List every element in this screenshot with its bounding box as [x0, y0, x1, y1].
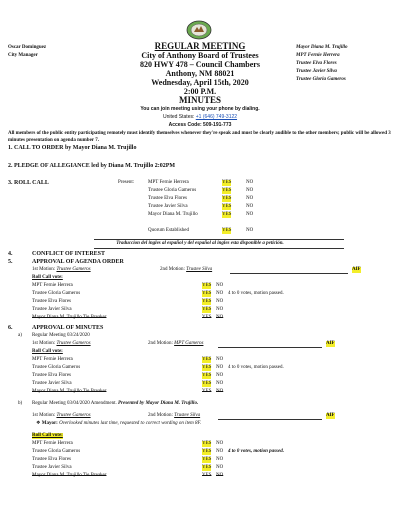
public-notice: All members of the public entity participating remotely must identify themselves whenever they're speak and must be clearly audible to the other members; public will be allowed 3 minutes presentation on agenda number 7. — [8, 131, 391, 143]
quorum-yes: YES — [222, 228, 232, 233]
second-motion — [160, 267, 212, 273]
vote-name: Trustee Javier Silva — [32, 307, 72, 312]
motion-underline — [230, 273, 348, 274]
vote-no-struck: NO — [216, 389, 224, 394]
header-line: City of Anthony Board of Trustees — [141, 51, 259, 60]
vote-no: NO — [216, 357, 224, 362]
second-motion — [148, 341, 203, 347]
vote-name-struck: Mayor Diana M. Trujillo Tie Breaker — [32, 389, 107, 394]
vote-yes-struck: YES — [202, 389, 212, 394]
vote-yes-struck: YES — [202, 473, 212, 478]
mayor-note — [36, 421, 201, 427]
translation-note: Traduccion del ingles al español y del español al ingles esta disponible a petición. — [116, 241, 284, 246]
vote-no-struck: NO — [216, 315, 224, 320]
header-official: Trustee Javier Silva — [296, 69, 337, 74]
call-to-order: 1. CALL TO ORDER by Mayor Diana M. Trujillo — [8, 145, 137, 151]
vote-name: Trustee Elva Flores — [32, 457, 71, 462]
divider — [94, 239, 344, 240]
vote-note: 4 to 0 votes, motion passed. — [228, 365, 284, 370]
vote-name-struck: Mayor Diana M. Trujillo Tie Breaker — [32, 473, 107, 478]
vote-yes: YES — [202, 381, 212, 386]
roll-call-vote-heading: Roll Call vote: — [32, 433, 63, 438]
first-motion — [32, 341, 91, 347]
vote-note: 4 to 0 votes, motion passed. — [228, 449, 284, 454]
vote-yes: YES — [202, 283, 212, 288]
vote-name: MPT Fernie Herrera — [32, 357, 73, 362]
subitem-a-label: a) — [18, 333, 22, 338]
vote-no: NO — [216, 441, 224, 446]
roll-call-yes: YES — [222, 180, 232, 185]
conflict-of-interest: CONFLICT OF INTEREST — [32, 251, 106, 257]
first-motion — [32, 267, 91, 273]
first-motion-value: Trustee Gameros — [56, 413, 91, 418]
mayor-note-text: Overlooked minutes last time, requested to correct wording on item 8F. — [59, 421, 202, 426]
roll-call-vote-heading: Roll Call vote: — [32, 349, 63, 354]
vote-name: Trustee Javier Silva — [32, 381, 72, 386]
motion-result: AIF — [326, 413, 335, 418]
item-number: 4. — [8, 251, 13, 257]
motion-underline — [218, 347, 322, 348]
quorum-no: NO — [246, 228, 254, 233]
roll-call-yes: YES — [222, 188, 232, 193]
first-motion — [32, 413, 91, 419]
vote-yes: YES — [202, 299, 212, 304]
vote-no-struck: NO — [216, 473, 224, 478]
vote-yes: YES — [202, 465, 212, 470]
vote-no: NO — [216, 373, 224, 378]
roll-call-no: NO — [246, 188, 254, 193]
first-motion-value: Trustee Gameros — [56, 267, 91, 272]
vote-name-struck: Mayor Diana M. Trujillo Tie Breaker — [32, 315, 107, 320]
subitem-b-presenter: Presented by Mayor Diana M. Trujillo. — [117, 401, 199, 406]
vote-no: NO — [216, 381, 224, 386]
vote-no: NO — [216, 299, 224, 304]
roll-call-name: Trustee Javier Silva — [148, 204, 188, 209]
vote-no: NO — [216, 449, 224, 454]
vote-yes: YES — [202, 441, 212, 446]
item-number: 6. — [8, 325, 13, 331]
header-official: Trustee Elva Flores — [296, 61, 337, 66]
roll-call-no: NO — [246, 180, 254, 185]
roll-call-name: Trustee Elva Flores — [148, 196, 187, 201]
diamond-bullet-icon: ❖ — [36, 421, 41, 426]
header-official: MPT Fernie Herrera — [296, 53, 340, 58]
second-motion-value: Trustee Silva — [186, 267, 213, 272]
agenda-order-heading: APPROVAL OF AGENDA ORDER — [32, 259, 124, 265]
roll-call-name: Trustee Gloria Gameros — [148, 188, 197, 193]
vote-no: NO — [216, 283, 224, 288]
phone-prefix: United States: — [162, 114, 196, 120]
vote-yes-struck: YES — [202, 315, 212, 320]
quorum-label: Quorum Established — [148, 228, 189, 233]
vote-name: MPT Fernie Herrera — [32, 441, 73, 446]
phone-link[interactable]: +1 (646) 749-3122 — [195, 114, 238, 120]
vote-yes: YES — [202, 357, 212, 362]
join-instructions: You can join meeting using your phone by dialing. — [140, 106, 260, 112]
vote-name: Trustee Elva Flores — [32, 299, 71, 304]
mayor-note-label: Mayor: — [41, 421, 58, 426]
vote-yes: YES — [202, 449, 212, 454]
pledge-of-allegiance: 2. PLEDGE OF ALLEGIANCE led by Diana M. Trujillo 2:02PM — [8, 163, 176, 169]
approval-of-minutes-heading: APPROVAL OF MINUTES — [32, 325, 104, 331]
vote-name: MPT Fernie Herrera — [32, 283, 73, 288]
vote-no: NO — [216, 365, 224, 370]
first-motion-label: 1st Motion: — [32, 267, 57, 272]
second-motion — [148, 413, 200, 419]
vote-name: Trustee Elva Flores — [32, 373, 71, 378]
header-line: 2:00 P.M. — [183, 87, 217, 96]
motion-result: AIF — [352, 267, 361, 272]
roll-call-vote-heading: Roll Call vote: — [32, 275, 63, 280]
vote-yes: YES — [202, 307, 212, 312]
vote-name: Trustee Gloria Gameros — [32, 365, 81, 370]
roll-call-name: MPT Fernie Herrera — [148, 180, 189, 185]
second-motion-label: 2nd Motion: — [148, 413, 175, 418]
present-label: Present: — [118, 180, 135, 185]
subitem-b-label: b) — [18, 401, 23, 406]
subitem-b-title — [32, 401, 198, 407]
header-line: Anthony, NM 88021 — [165, 69, 235, 78]
vote-note: 4 to 0 votes, motion passed. — [228, 291, 284, 296]
subitem-a-title: Regular Meeting 03/24/2020 — [32, 333, 90, 338]
motion-underline — [218, 419, 322, 420]
roll-call-name: Mayor Diana M. Trujillo — [148, 212, 198, 217]
motion-result: AIF — [326, 341, 335, 346]
roll-call-label: 3. ROLL CALL — [8, 180, 49, 186]
vote-no: NO — [216, 307, 224, 312]
roll-call-yes: YES — [222, 212, 232, 217]
roll-call-no: NO — [246, 212, 254, 217]
subitem-b-title-text: Regular Meeting 03/04/2020 Amendment. — [32, 401, 118, 406]
vote-yes: YES — [202, 291, 212, 296]
phone-line — [0, 114, 400, 120]
vote-no: NO — [216, 457, 224, 462]
vote-yes: YES — [202, 373, 212, 378]
second-motion-label: 2nd Motion: — [148, 341, 175, 346]
header-line: 820 HWY 478 – Council Chambers — [140, 60, 260, 69]
header-line: Wednesday, April 15th, 2020 — [151, 78, 249, 87]
roll-call-yes: YES — [222, 204, 232, 209]
first-motion-value: Trustee Gameros — [56, 341, 91, 346]
city-manager-name: Oscar Dominguez — [8, 45, 47, 50]
header-official: Trustee Gloria Gameros — [296, 77, 346, 82]
roll-call-yes: YES — [222, 196, 232, 201]
roll-call-no: NO — [246, 196, 254, 201]
second-motion-value: MPT Gameros — [174, 341, 204, 346]
city-manager-title: City Manager — [8, 53, 38, 58]
minutes-heading: MINUTES — [178, 95, 221, 105]
vote-name: Trustee Gloria Gameros — [32, 449, 81, 454]
access-code: Access Code: 509-191-773 — [168, 122, 232, 128]
vote-no: NO — [216, 291, 224, 296]
first-motion-label: 1st Motion: — [32, 413, 57, 418]
vote-yes: YES — [202, 457, 212, 462]
vote-no: NO — [216, 465, 224, 470]
header-official: Mayor Diana M. Trujillo — [296, 45, 348, 50]
second-motion-value: Trustee Silva — [174, 413, 201, 418]
first-motion-label: 1st Motion: — [32, 341, 57, 346]
vote-name: Trustee Javier Silva — [32, 465, 72, 470]
vote-yes: YES — [202, 365, 212, 370]
city-seal-logo — [186, 20, 212, 40]
meeting-title: REGULAR MEETING — [154, 41, 246, 51]
second-motion-label: 2nd Motion: — [160, 267, 187, 272]
item-number: 5. — [8, 259, 13, 265]
divider — [94, 248, 344, 249]
roll-call-no: NO — [246, 204, 254, 209]
vote-name: Trustee Gloria Gameros — [32, 291, 81, 296]
